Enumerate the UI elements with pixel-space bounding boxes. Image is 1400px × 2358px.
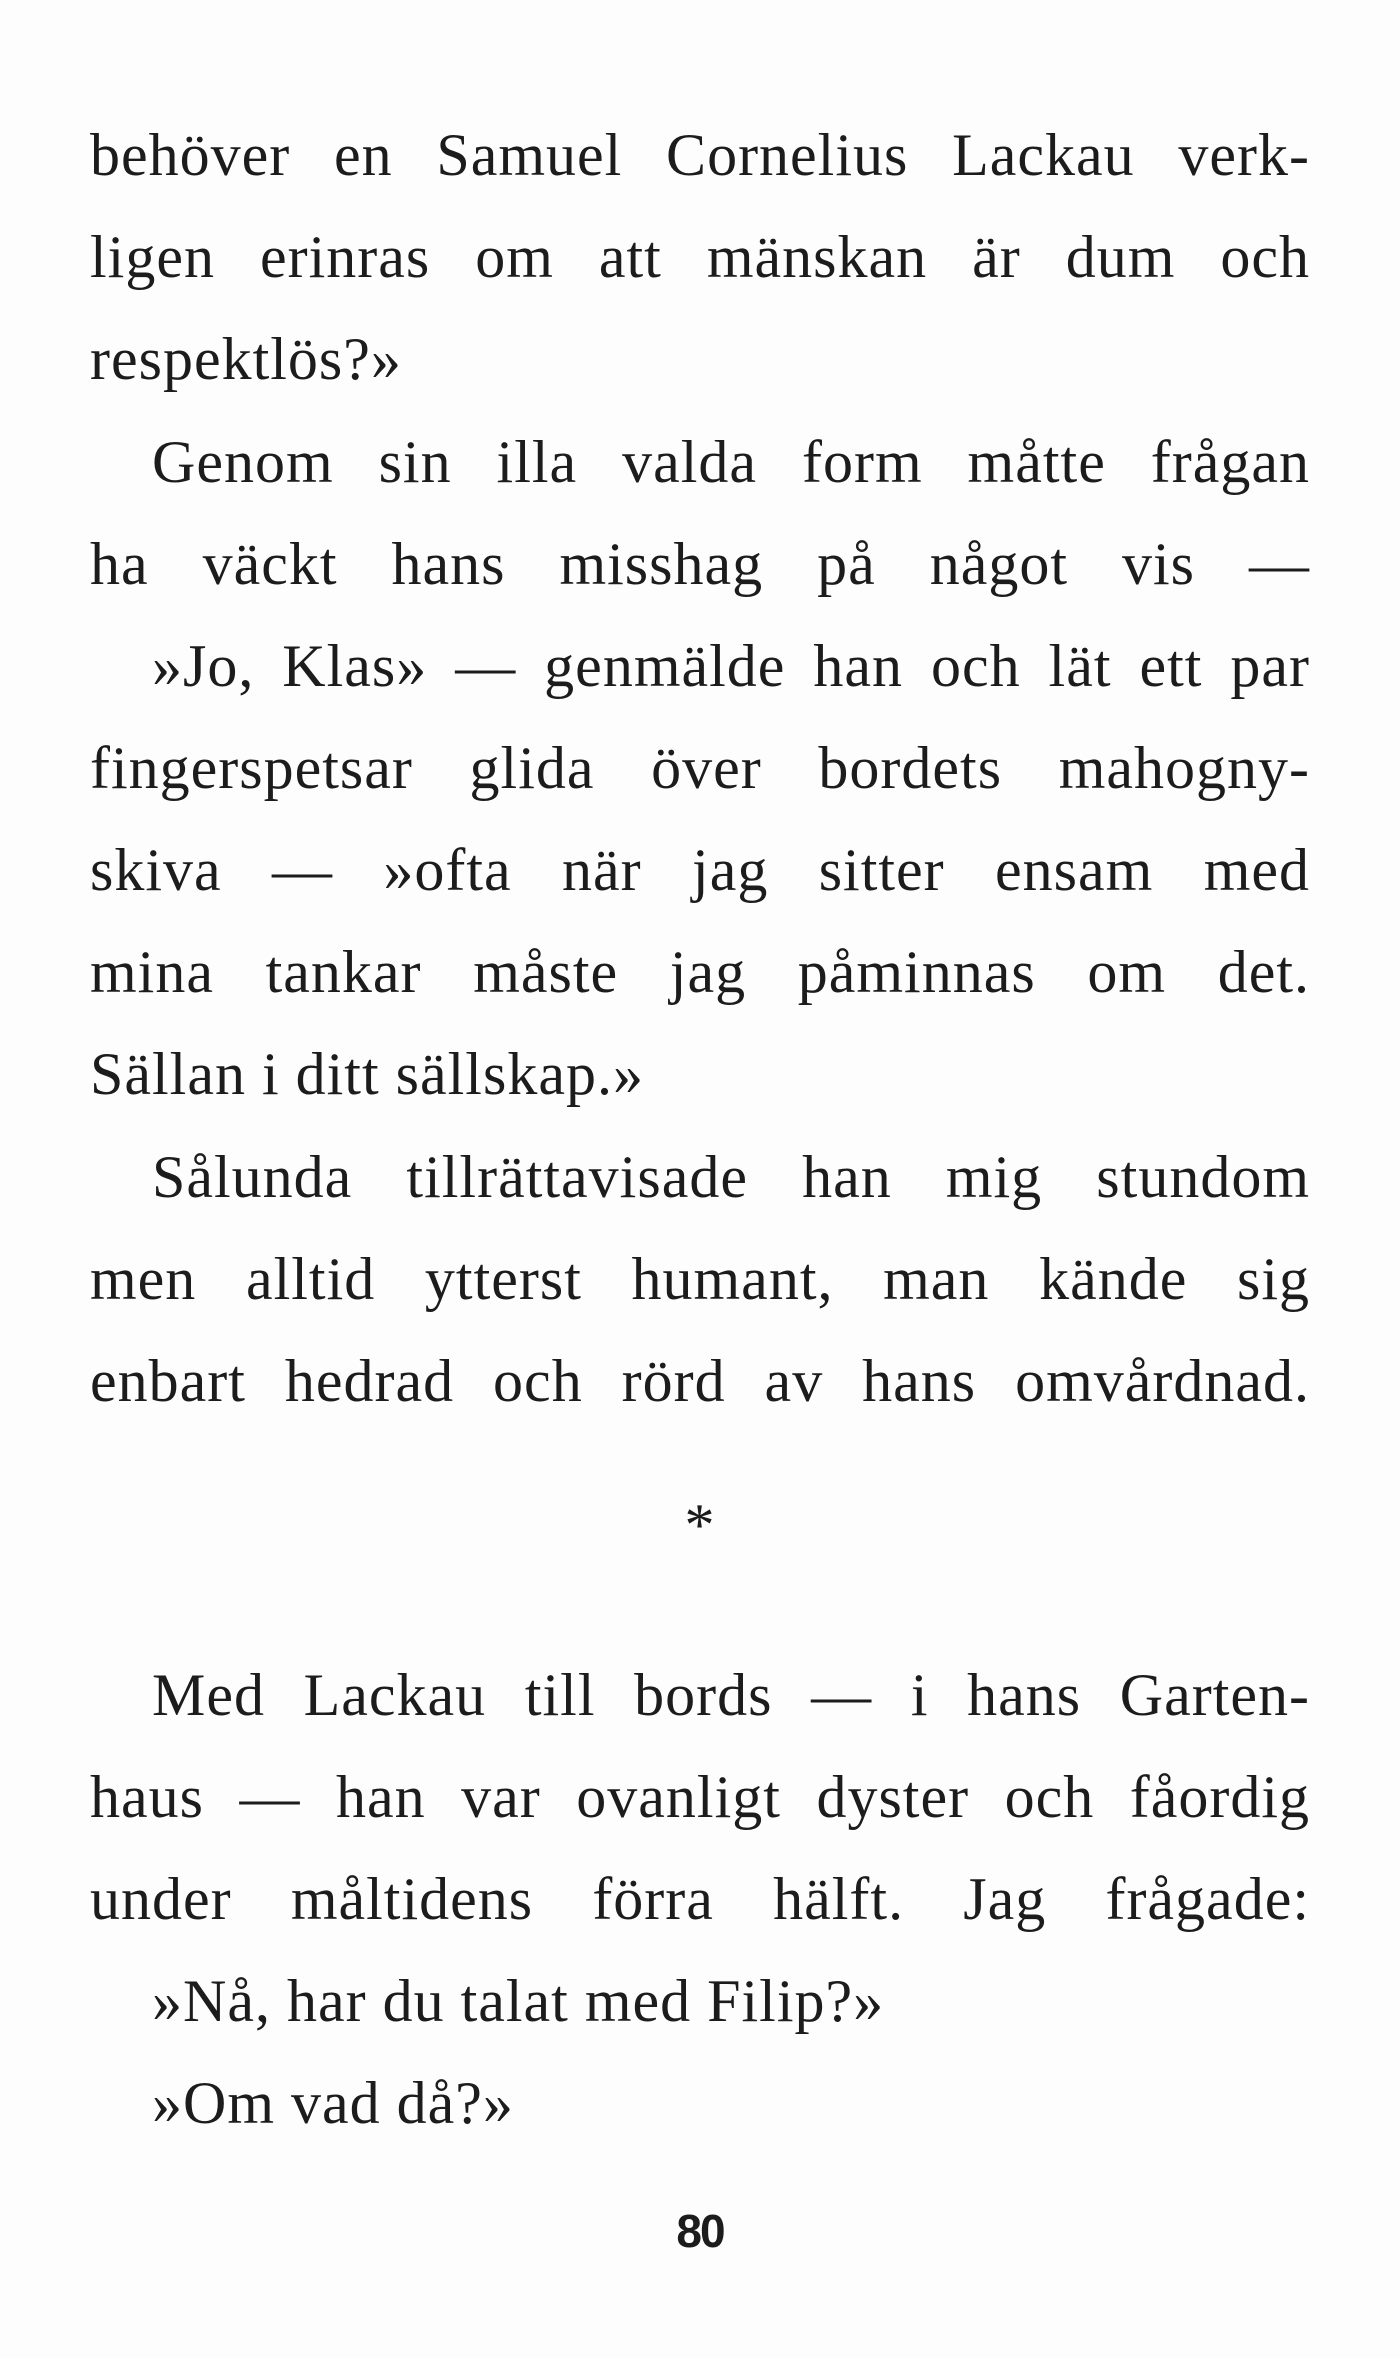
text-line: »Jo, Klas» — genmälde han och lät ett par — [152, 633, 1310, 699]
text-line: mina tankar måste jag påminnas om det. — [90, 939, 1310, 1005]
text-line: Med Lackau till bords — i hans Garten- — [152, 1662, 1310, 1728]
text-line: respektlös?» — [90, 326, 402, 392]
text-line: fingerspetsar glida över bordets mahogny- — [90, 735, 1310, 801]
text-line: men alltid ytterst humant, man kände sig — [90, 1246, 1310, 1312]
text-line: skiva — »ofta när jag sitter ensam med — [90, 837, 1310, 903]
text-line: ha väckt hans misshag på något vis — — [90, 531, 1310, 597]
text-line: enbart hedrad och rörd av hans omvårdnad. — [90, 1348, 1310, 1414]
text-line: »Om vad då?» — [152, 2070, 514, 2136]
text-line: behöver en Samuel Cornelius Lackau verk- — [90, 122, 1310, 188]
text-line: »Nå, har du talat med Filip?» — [152, 1968, 885, 2034]
text-line: under måltidens förra hälft. Jag frågade: — [90, 1866, 1310, 1932]
page-number: 80 — [676, 2205, 724, 2257]
text-line: Genom sin illa valda form måtte frågan — [152, 429, 1310, 495]
text-line: Sålunda tillrättavisade han mig stundom — [152, 1144, 1310, 1210]
text-line: Sällan i ditt sällskap.» — [90, 1041, 644, 1107]
section-divider-asterisk: * — [684, 1492, 716, 1558]
text-line: haus — han var ovanligt dyster och fåordig — [90, 1764, 1310, 1830]
text-line: ligen erinras om att mänskan är dum och — [90, 224, 1310, 290]
